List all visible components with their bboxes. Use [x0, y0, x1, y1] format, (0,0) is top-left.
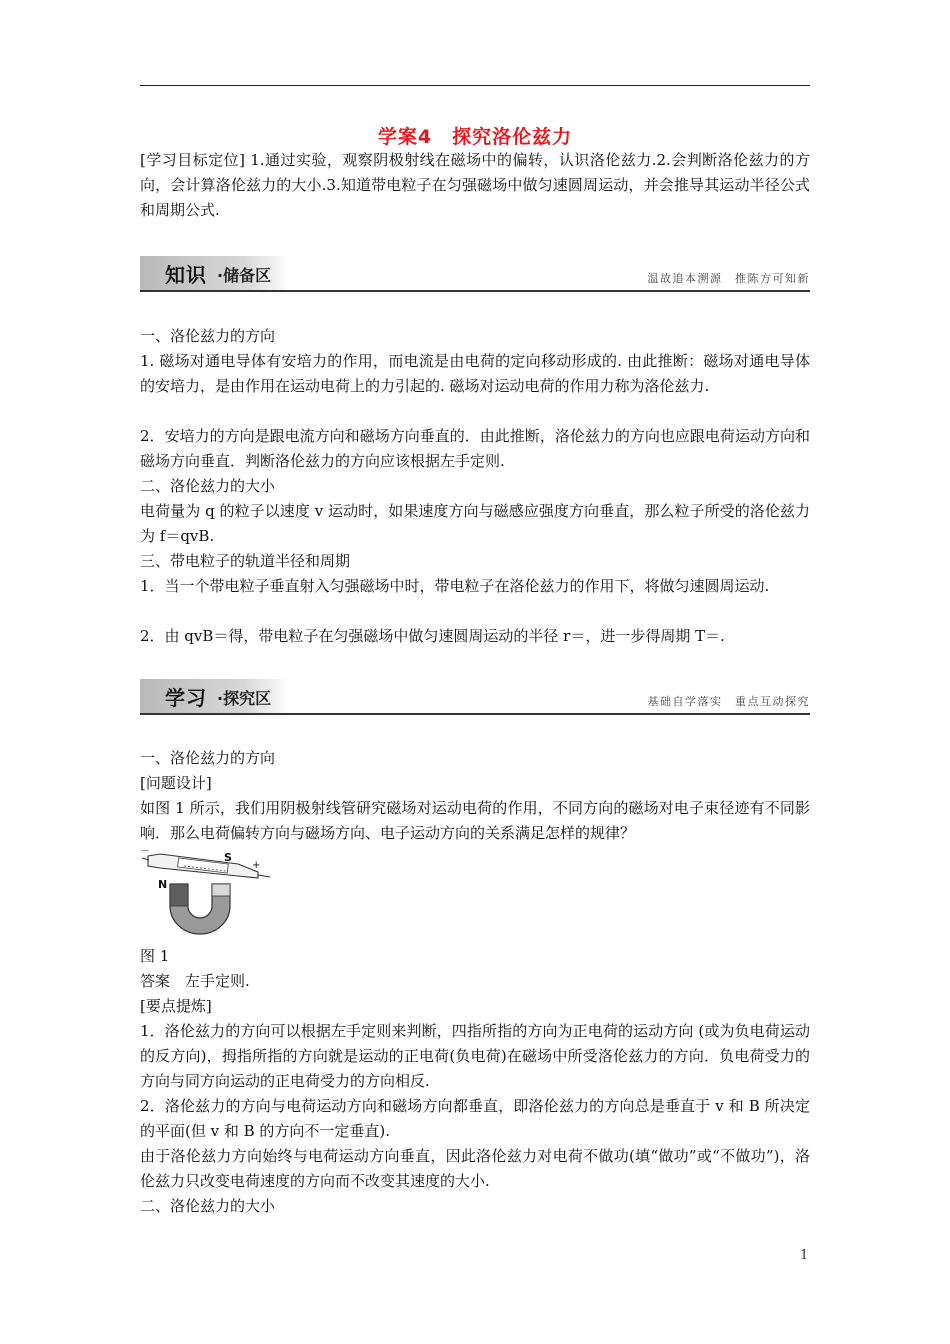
- knowledge-paragraph: 2．安培力的方向是跟电流方向和磁场方向垂直的．由此推断，洛伦兹力的方向也应跟电荷运动方向和磁场方向垂直．判断洛伦兹力的方向应该根据左手定则.: [140, 427, 810, 470]
- plus-terminal-label: +: [252, 860, 261, 871]
- key-point: 1．洛伦兹力的方向可以根据左手定则来判断，四指所指的方向为正电荷的运动方向 (或为负电荷运动的反方向)，拇指所指的方向就是运动的正电荷(负电荷)在磁场中所受洛伦兹力的方向．负电荷受力的方向与同方向运动的正电荷受力的方向相反.: [140, 1022, 810, 1090]
- learning-objectives: [学习目标定位] 1.通过实验，观察阴极射线在磁场中的偏转，认识洛伦兹力.2.会判断洛伦兹力的方向，会计算洛伦兹力的大小.3.知道带电粒子在匀强磁场中做匀速圆周运动，并会推导其运动半径公式和周期公式.: [140, 151, 810, 219]
- heading-radius-period: 三、带电粒子的轨道半径和周期: [140, 552, 351, 570]
- section-tab-title: 知识: [165, 263, 207, 287]
- key-point: 由于洛伦兹力方向始终与电荷运动方向垂直，因此洛伦兹力对电荷不做功(填“做功”或“不做功”)，洛伦兹力只改变电荷速度的方向而不改变其速度的大小.: [140, 1147, 810, 1190]
- study-section-bar: [140, 679, 810, 713]
- figure-caption: 图 1: [140, 947, 170, 965]
- knowledge-section-bar: [140, 256, 810, 290]
- north-pole-label: N: [158, 878, 168, 891]
- south-pole-label: S: [224, 851, 232, 864]
- minus-terminal-label: －: [140, 846, 150, 857]
- page-number: 1: [800, 1248, 809, 1263]
- section-rule: [140, 713, 810, 715]
- heading-lorentz-magnitude: 二、洛伦兹力的大小: [140, 1197, 276, 1215]
- page-title: 学案4 探究洛伦兹力: [377, 126, 573, 148]
- magnet-north-pole: [170, 884, 188, 906]
- answer-text: 答案 左手定则.: [140, 972, 250, 990]
- section-rule: [140, 290, 810, 292]
- section-motto: 温故追本溯源 推陈方可知新: [647, 272, 810, 285]
- cathode-ray-tube-figure: [140, 844, 280, 936]
- heading-lorentz-direction: 一、洛伦兹力的方向: [140, 749, 276, 767]
- section-tab-subtitle: ·储备区: [217, 266, 272, 285]
- knowledge-paragraph: 电荷量为 q 的粒子以速度 v 运动时，如果速度方向与磁感应强度方向垂直，那么粒子所受的洛伦兹力为 f＝qvB.: [140, 502, 810, 545]
- key-point: 2．洛伦兹力的方向与电荷运动方向和磁场方向都垂直，即洛伦兹力的方向总是垂直于 v 和 B 所决定的平面(但 v 和 B 的方向不一定垂直).: [140, 1097, 810, 1140]
- magnet-south-pole: [212, 884, 230, 896]
- header-rule: [140, 85, 810, 86]
- key-points-label: [要点提炼]: [140, 997, 212, 1015]
- heading-lorentz-magnitude: 二、洛伦兹力的大小: [140, 477, 276, 495]
- knowledge-paragraph: 1. 磁场对通电导体有安培力的作用，而电流是由电荷的定向移动形成的. 由此推断：磁场对通电导体的安培力，是由作用在运动电荷上的力引起的. 磁场对运动电荷的作用力称为洛伦兹力.: [140, 352, 810, 395]
- problem-design-label: [问题设计]: [140, 774, 212, 792]
- section-tab-subtitle: ·探究区: [217, 689, 272, 708]
- section-tab-title: 学习: [165, 686, 207, 710]
- heading-lorentz-direction: 一、洛伦兹力的方向: [140, 327, 276, 345]
- section-motto: 基础自学落实 重点互动探究: [647, 695, 810, 708]
- question-text: 如图 1 所示，我们用阴极射线管研究磁场对运动电荷的作用，不同方向的磁场对电子束径迹有不同影响．那么电荷偏转方向与磁场方向、电子运动方向的关系满足怎样的规律？: [140, 799, 810, 842]
- knowledge-paragraph: 1．当一个带电粒子垂直射入匀强磁场中时，带电粒子在洛伦兹力的作用下，将做匀速圆周运动.: [140, 577, 770, 595]
- knowledge-paragraph: 2．由 qvB＝得，带电粒子在匀强磁场中做匀速圆周运动的半径 r＝，进一步得周期 T＝.: [140, 627, 725, 645]
